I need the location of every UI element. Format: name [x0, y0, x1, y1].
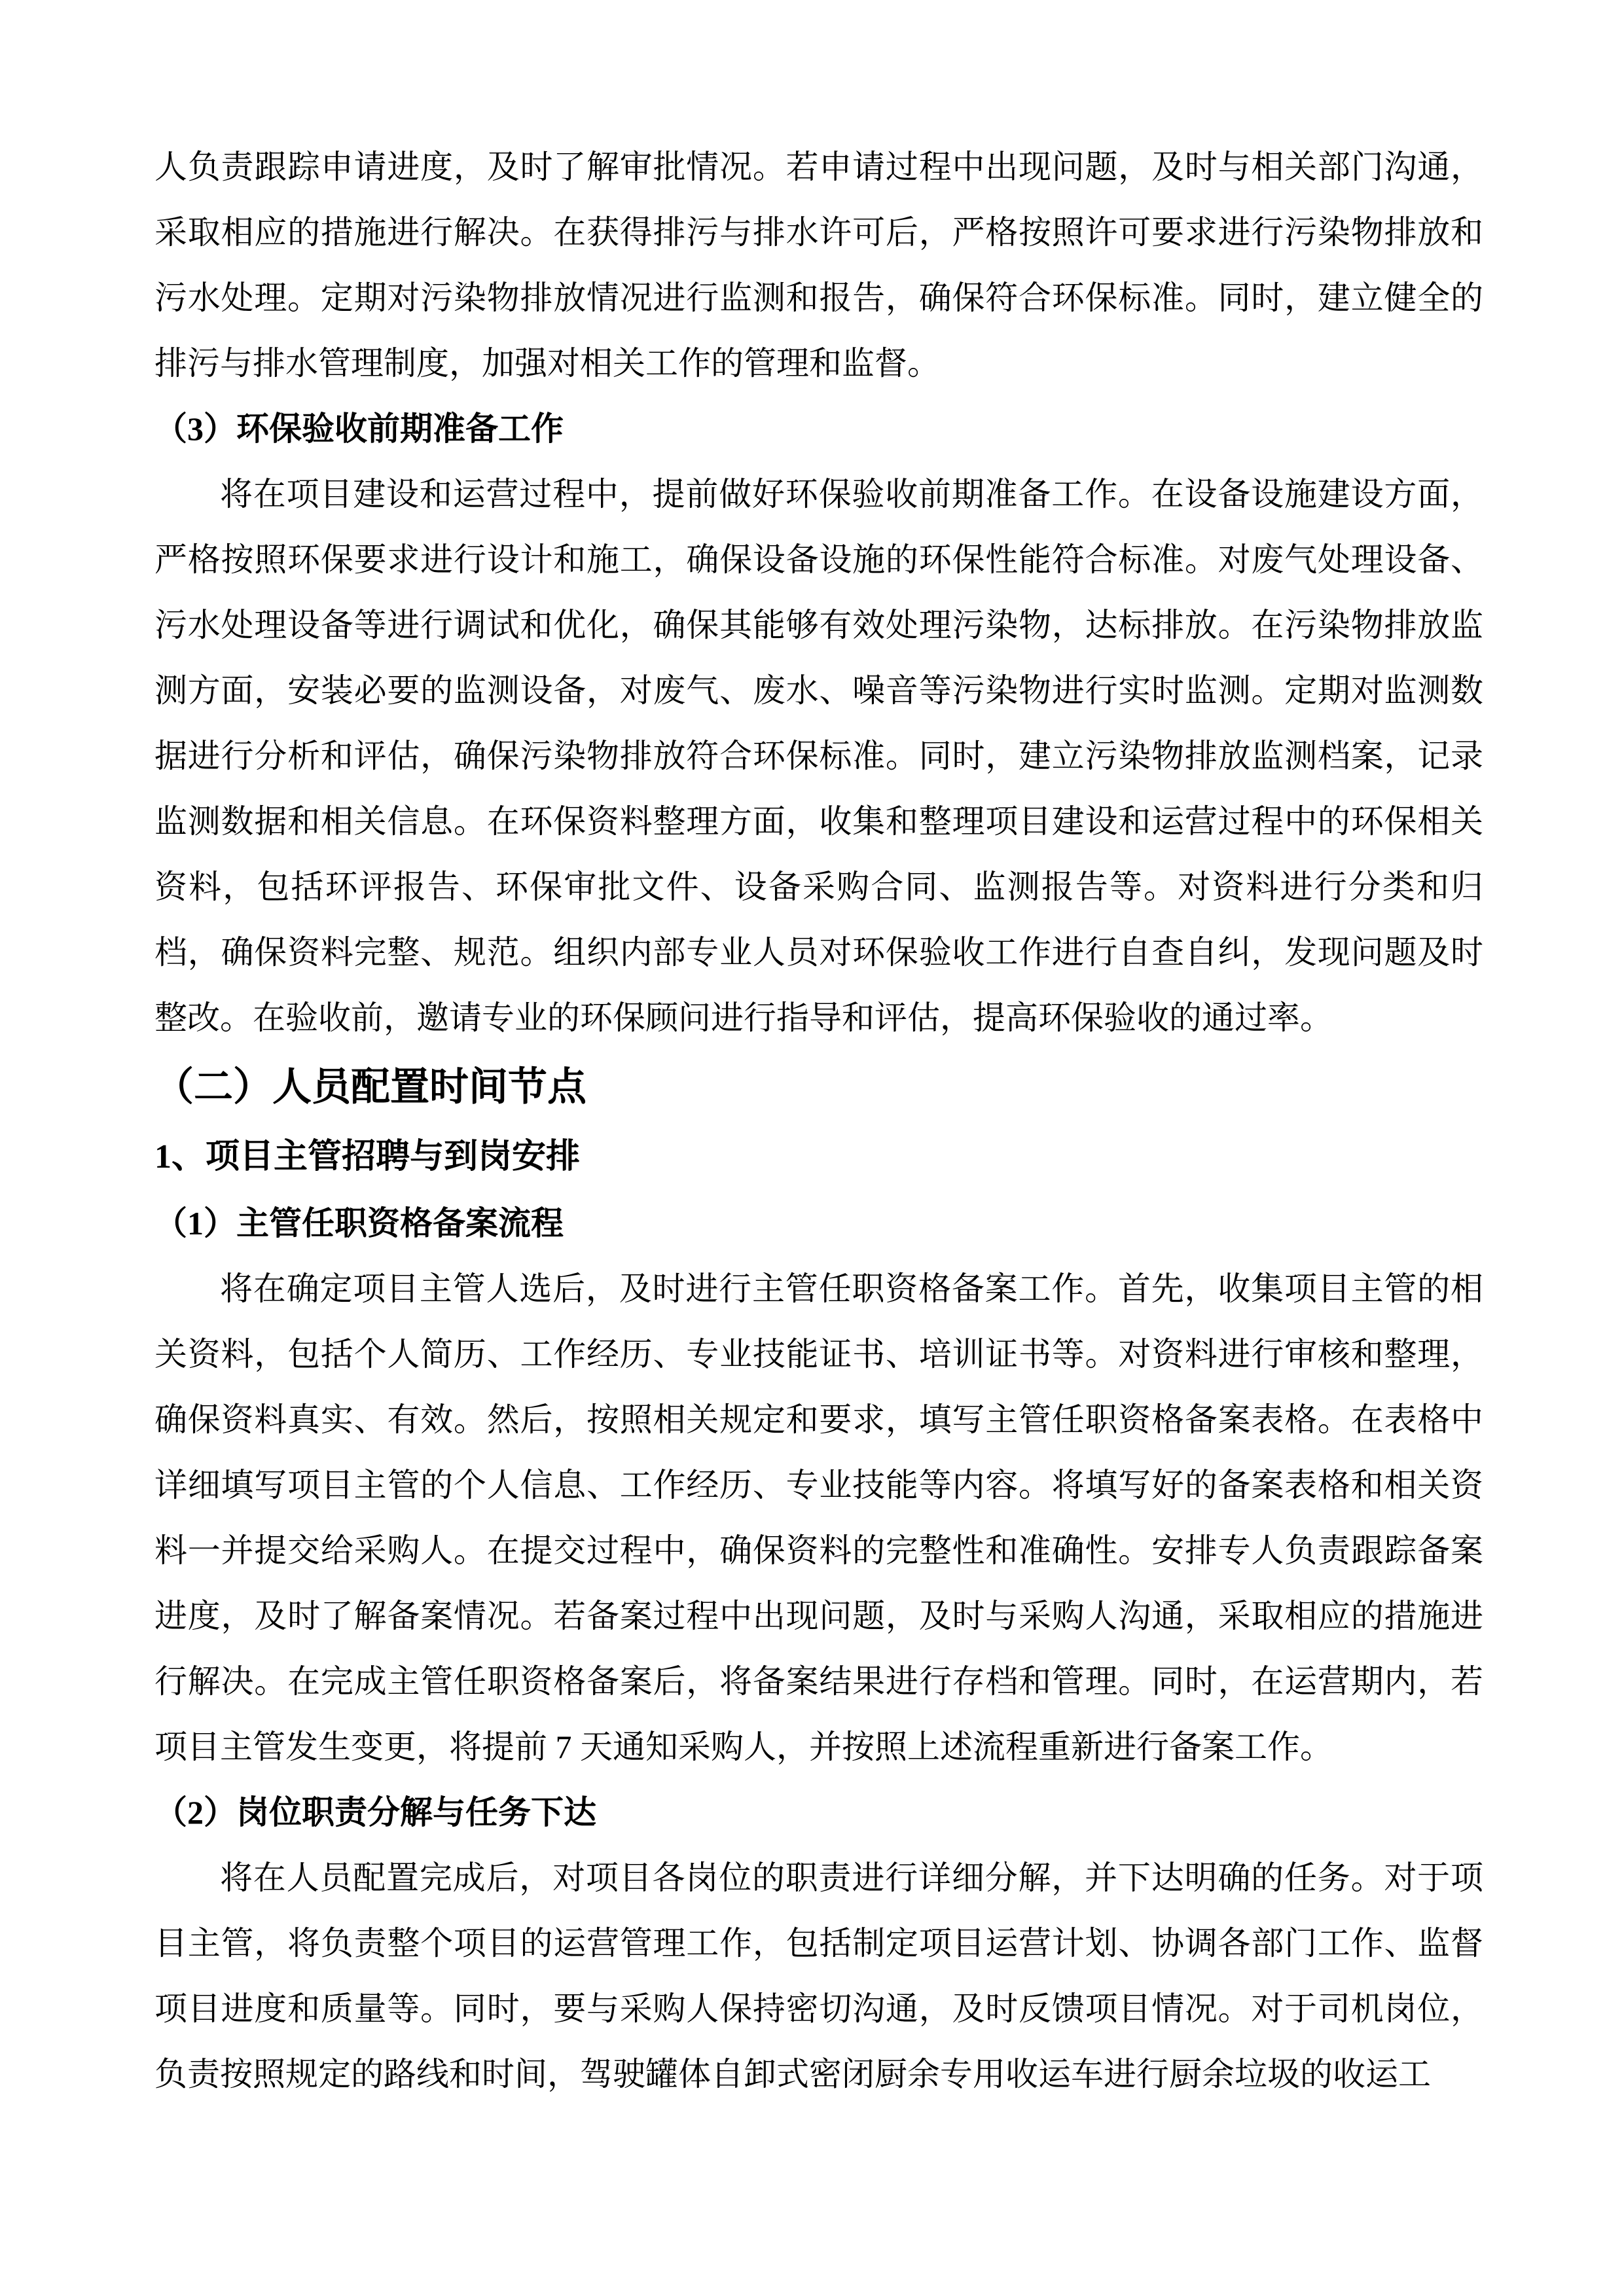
- heading-project-manager-recruitment: 1、项目主管招聘与到岗安排: [154, 1138, 581, 1175]
- heading-env-acceptance-preparation: （3）环保验收前期准备工作: [154, 410, 564, 447]
- paragraph-job-duty-decomposition: 将在人员配置完成后，对项目各岗位的职责进行详细分解，并下达明确的任务。对于项目主管，将负责整个项目的运营管理工作，包括制定项目运营计划、协调各部门工作、监督项目进度和质量等。同时，要与采购人保持密切沟通，及时反馈项目情况。对于司机岗位，负责按照规定的路线和时间，驾驶罐体自卸式密闭厨余专用收运车进行厨余垃圾的收运工: [154, 1859, 1483, 2092]
- paragraph-continuation-sewage-permit: 人负责跟踪申请进度，及时了解审批情况。若申请过程中出现问题，及时与相关部门沟通，采取相应的措施进行解决。在获得排污与排水许可后，严格按照许可要求进行污染物排放和污水处理。定期对污染物排放情况进行监测和报告，确保符合环保标准。同时，建立健全的排污与排水管理制度，加强对相关工作的管理和监督。: [154, 149, 1483, 382]
- paragraph-env-acceptance-preparation: 将在项目建设和运营过程中，提前做好环保验收前期准备工作。在设备设施建设方面，严格按照环保要求进行设计和施工，确保设备设施的环保性能符合标准。对废气处理设备、污水处理设备等进行调试和优化，确保其能够有效处理污染物，达标排放。在污染物排放监测方面，安装必要的监测设备，对废气、废水、噪音等污染物进行实时监测。定期对监测数据进行分析和评估，确保污染物排放符合环保标准。同时，建立污染物排放监测档案，记录监测数据和相关信息。在环保资料整理方面，收集和整理项目建设和运营过程中的环保相关资料，包括环评报告、环保审批文件、设备采购合同、监测报告等。对资料进行分类和归档，确保资料完整、规范。组织内部专业人员对环保验收工作进行自查自纠，发现问题及时整改。在验收前，邀请专业的环保顾问进行指导和评估，提高环保验收的通过率。: [154, 476, 1483, 1036]
- heading-manager-qualification-filing: （1）主管任职资格备案流程: [154, 1205, 564, 1242]
- paragraph-manager-qualification-filing: 将在确定项目主管人选后，及时进行主管任职资格备案工作。首先，收集项目主管的相关资料，包括个人简历、工作经历、专业技能证书、培训证书等。对资料进行审核和整理，确保资料真实、有效。然后，按照相关规定和要求，填写主管任职资格备案表格。在表格中详细填写项目主管的个人信息、工作经历、专业技能等内容。将填写好的备案表格和相关资料一并提交给采购人。在提交过程中，确保资料的完整性和准确性。安排专人负责跟踪备案进度，及时了解备案情况。若备案过程中出现问题，及时与采购人沟通，采取相应的措施进行解决。在完成主管任职资格备案后，将备案结果进行存档和管理。同时，在运营期内，若项目主管发生变更，将提前 7 天通知采购人，并按照上述流程重新进行备案工作。: [154, 1270, 1483, 1765]
- heading-staffing-time-nodes: （二）人员配置时间节点: [154, 1066, 586, 1109]
- heading-job-duty-decomposition: （2）岗位职责分解与任务下达: [154, 1794, 596, 1831]
